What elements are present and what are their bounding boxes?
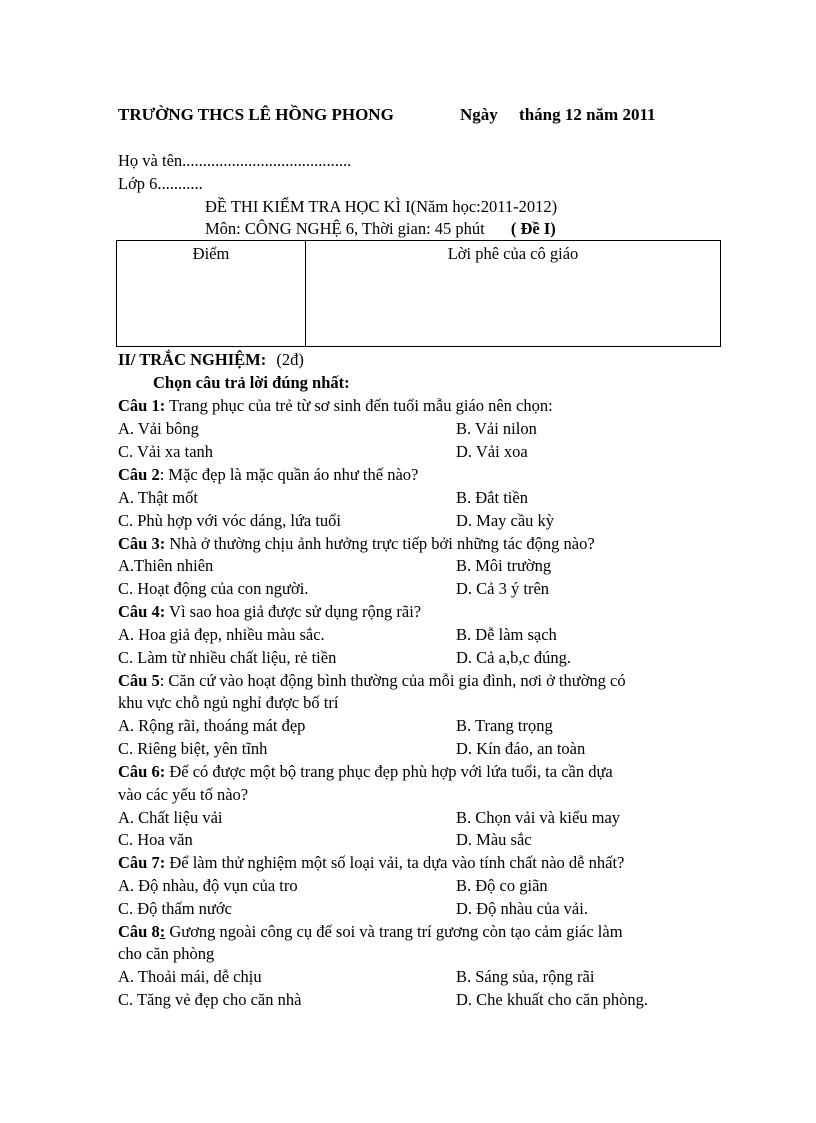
exam-subject: Môn: CÔNG NGHỆ 6, Thời gian: 45 phút <box>205 219 485 238</box>
question-7 <box>118 853 624 873</box>
section-points: (2đ) <box>276 350 304 369</box>
section-instruction: Chọn câu trả lời đúng nhất: <box>153 373 350 392</box>
q4-option-a: A. Hoa giả đẹp, nhiều màu sắc. <box>118 625 325 644</box>
q7-option-b: B. Độ co giãn <box>456 876 548 895</box>
exam-title: ĐỀ THI KIỂM TRA HỌC KÌ I(Năm học:2011-2012) <box>205 197 558 216</box>
q6-option-d: D. Màu sắc <box>456 830 532 849</box>
q6-option-c: C. Hoa văn <box>118 830 193 849</box>
question-label: Câu 6: <box>118 762 166 781</box>
question-label: Câu 2 <box>118 465 160 484</box>
question-text: Gương ngoài công cụ để soi và trang trí gương còn tạo cảm giác làm <box>165 922 623 941</box>
q4-option-b: B. Dễ làm sạch <box>456 625 557 644</box>
q4-option-c: C. Làm từ nhiều chất liệu, rẻ tiền <box>118 648 337 667</box>
q2-option-c: C. Phù hợp với vóc dáng, lứa tuổi <box>118 511 342 530</box>
q6-option-a: A. Chất liệu vải <box>118 808 223 827</box>
student-name-line: Họ và tên......................................... <box>118 151 352 170</box>
q8-option-c: C. Tăng vẻ đẹp cho căn nhà <box>118 990 302 1009</box>
question-8-continued: cho căn phòng <box>118 944 215 963</box>
q3-option-d: D. Cả 3 ý trên <box>456 579 550 598</box>
comment-column-header: Lời phê của cô giáo <box>447 244 579 263</box>
question-text: Để làm thử nghiệm một số loại vải, ta dựa vào tính chất nào dễ nhất? <box>165 853 625 872</box>
exam-version: ( Đề I) <box>510 219 556 238</box>
question-4 <box>118 602 421 622</box>
question-label: Câu 8 <box>118 922 160 941</box>
q2-option-b: B. Đắt tiền <box>456 488 528 507</box>
question-5-continued: khu vực chỗ ngủ nghỉ được bố trí <box>118 693 339 712</box>
q2-option-d: D. May cầu kỳ <box>456 511 555 530</box>
q4-option-d: D. Cả a,b,c đúng. <box>456 648 572 667</box>
q8-option-b: B. Sáng sủa, rộng rãi <box>456 967 595 986</box>
student-class-line: Lớp 6........... <box>118 174 203 193</box>
question-5 <box>118 671 626 691</box>
q7-option-a: A. Độ nhàu, độ vụn của tro <box>118 876 298 895</box>
grade-table <box>116 240 721 347</box>
question-text: Trang phục của trẻ từ sơ sinh đến tuổi mẫu giáo nên chọn: <box>165 396 553 415</box>
question-text: : Mặc đẹp là mặc quần áo như thế nào? <box>159 465 419 484</box>
q1-option-a: A. Vải bông <box>118 419 199 438</box>
exam-subject-line <box>205 219 556 239</box>
question-label: Câu 1: <box>118 396 166 415</box>
section-heading <box>118 350 304 370</box>
q5-option-c: C. Riêng biệt, yên tĩnh <box>118 739 268 758</box>
q1-option-d: D. Vải xoa <box>456 442 528 461</box>
q7-option-c: C. Độ thấm nước <box>118 899 232 918</box>
question-label: Câu 3: <box>118 534 166 553</box>
question-1 <box>118 396 553 416</box>
school-name: TRƯỜNG THCS LÊ HỒNG PHONG <box>118 105 394 124</box>
question-text: Nhà ở thường chịu ảnh hưởng trực tiếp bởi những tác động nào? <box>165 534 595 553</box>
section-title: II/ TRẮC NGHIỆM: <box>118 350 267 369</box>
exam-date: Ngày tháng 12 năm 2011 <box>460 105 656 124</box>
q5-option-d: D. Kín đáo, an toàn <box>456 739 586 758</box>
q2-option-a: A. Thật mốt <box>118 488 198 507</box>
q1-option-b: B. Vải nilon <box>456 419 537 438</box>
question-text: : Căn cứ vào hoạt động bình thường của mỗi gia đình, nơi ở thường có <box>159 671 626 690</box>
q5-option-b: B. Trang trọng <box>456 716 553 735</box>
question-label: Câu 7: <box>118 853 166 872</box>
question-text: Vì sao hoa giả được sử dụng rộng rãi? <box>165 602 422 621</box>
question-8 <box>118 922 623 942</box>
q3-option-b: B. Môi trường <box>456 556 552 575</box>
q8-option-a: A. Thoải mái, dễ chịu <box>118 967 262 986</box>
q3-option-a: A.Thiên nhiên <box>118 556 214 575</box>
question-label: Câu 4: <box>118 602 166 621</box>
question-text: Để có được một bộ trang phục đẹp phù hợp với lứa tuổi, ta cần dựa <box>165 762 613 781</box>
q5-option-a: A. Rộng rãi, thoáng mát đẹp <box>118 716 306 735</box>
grade-column-header: Điểm <box>192 244 230 263</box>
question-6-continued: vào các yếu tố nào? <box>118 785 249 804</box>
q8-option-d: D. Che khuất cho căn phòng. <box>456 990 648 1009</box>
question-3 <box>118 534 595 554</box>
q6-option-b: B. Chọn vải và kiểu may <box>456 808 621 827</box>
header <box>118 105 656 125</box>
question-2 <box>118 465 418 485</box>
q1-option-c: C. Vải xa tanh <box>118 442 214 461</box>
q7-option-d: D. Độ nhàu của vải. <box>456 899 588 918</box>
question-label: Câu 5 <box>118 671 160 690</box>
question-label-colon: : <box>159 922 166 941</box>
question-6 <box>118 762 613 782</box>
q3-option-c: C. Hoạt động của con người. <box>118 579 309 598</box>
